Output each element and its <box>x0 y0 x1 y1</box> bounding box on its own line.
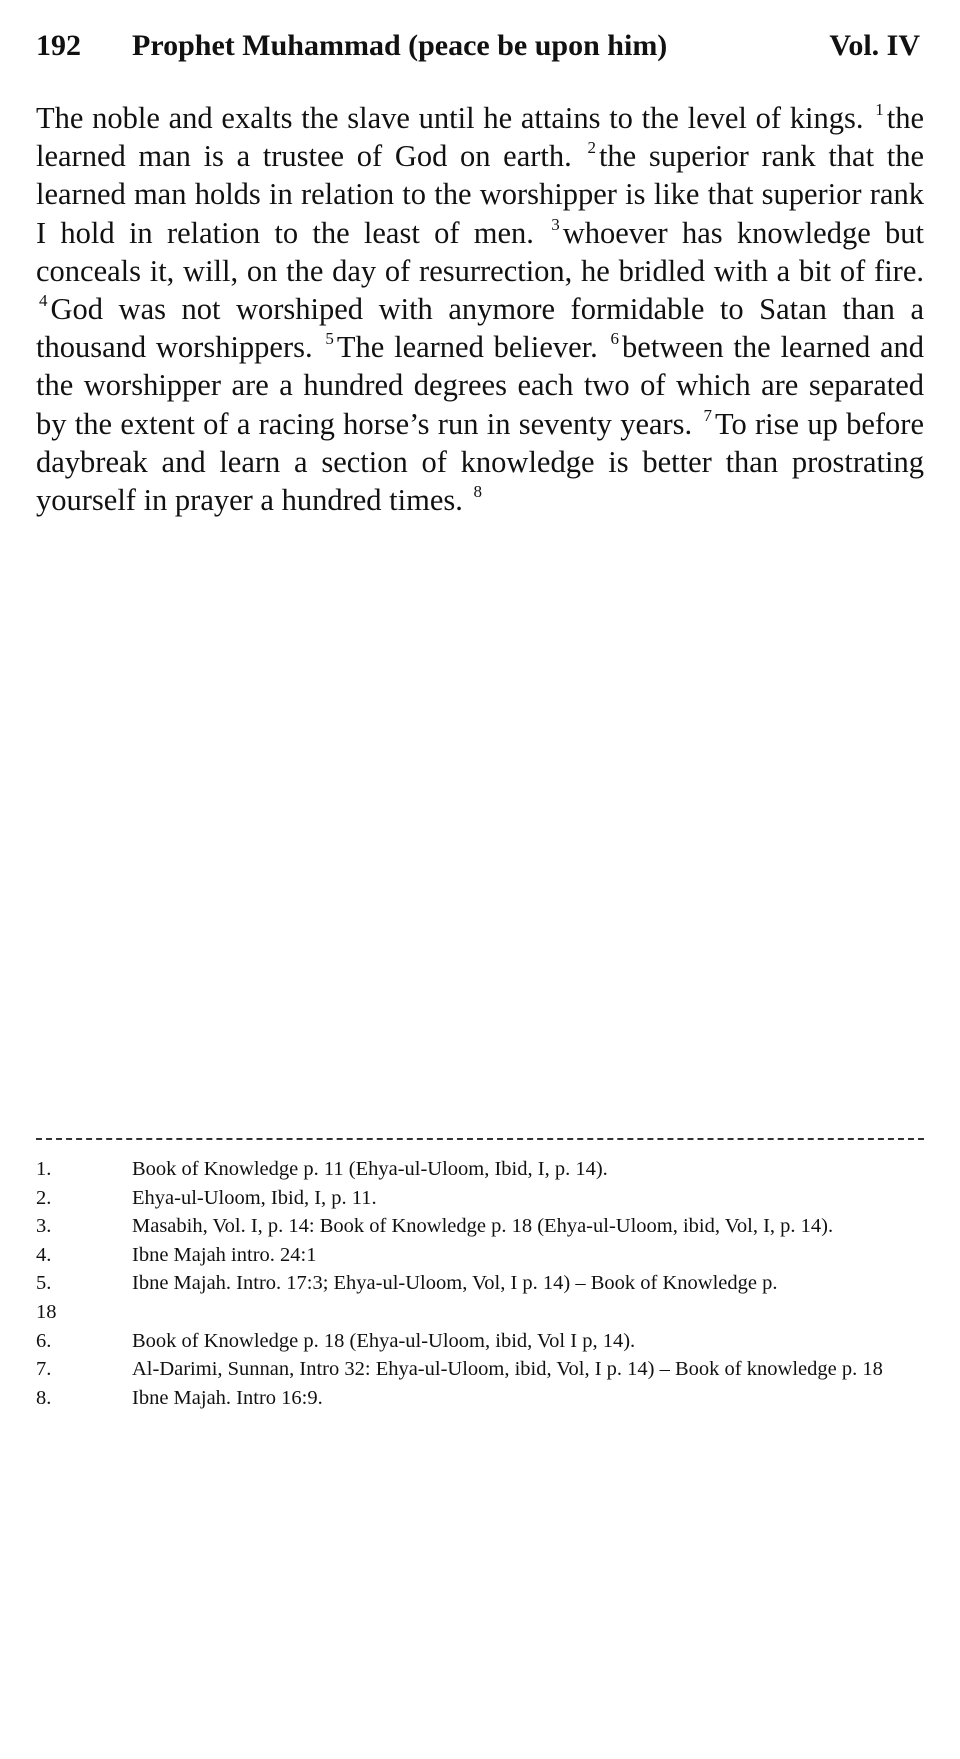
footnote-marker: 1 <box>875 100 884 120</box>
footnote-continuation: 18 <box>36 1300 57 1323</box>
body-sentence: the learned man is a trustee of God on earth. <box>36 101 924 174</box>
footnote-text: Book of Knowledge p. 11 (Ehya-ul-Uloom, Ibid, I, p. 14). <box>132 1158 608 1180</box>
footnote-marker: 4 <box>39 291 48 311</box>
footnote-text: Masabih, Vol. I, p. 14: Book of Knowledge p. 18 (Ehya-ul-Uloom, ibid, Vol, I, p. 14). <box>132 1215 834 1238</box>
footnote-item <box>36 1269 924 1298</box>
running-header <box>36 26 924 66</box>
footnote-marker: 6 <box>610 329 620 349</box>
footnote-separator <box>36 1138 924 1140</box>
footnote-item <box>36 1355 924 1384</box>
body-sentence: God was not worshiped with anymore formidable to Satan than a thousand worshippers. <box>36 292 924 365</box>
footnote-item <box>36 1327 924 1356</box>
footnote-number: 4. <box>36 1243 52 1266</box>
footnotes-list <box>36 1155 924 1412</box>
book-title: Prophet Muhammad (peace be upon him) <box>132 29 668 62</box>
footnote-marker: 8 <box>473 482 482 502</box>
body-sentence: the superior rank that the learned man holds in relation to the worshipper is like that superior rank I hold in relation to the least of men. <box>36 139 924 250</box>
footnote-marker: 3 <box>551 214 560 234</box>
footnote-text: Ibne Majah. Intro 16:9. <box>132 1386 323 1409</box>
footnote-text: Ibne Majah intro. 24:1 <box>132 1243 317 1266</box>
footnote-text: Ehya-ul-Uloom, Ibid, I, p. 11. <box>132 1186 377 1209</box>
footnote-item <box>36 1212 924 1241</box>
footnote-item <box>36 1155 924 1184</box>
footnote-text: Al-Darimi, Sunnan, Intro 32: Ehya-ul-Uloom, ibid, Vol, I p. 14) – Book of knowledge p. 18 <box>132 1358 883 1381</box>
body-sentence: The learned believer. <box>336 330 598 365</box>
main-paragraph <box>36 99 924 519</box>
footnote-text: Book of Knowledge p. 18 (Ehya-ul-Uloom, ibid, Vol I p, 14). <box>132 1329 636 1352</box>
footnote-number: 1. <box>36 1158 52 1180</box>
document-page <box>36 0 924 1759</box>
footnote-text: Ibne Majah. Intro. 17:3; Ehya-ul-Uloom, Vol, I p. 14) – Book of Knowledge p. <box>132 1272 778 1295</box>
footnote-number: 6. <box>36 1329 52 1352</box>
body-sentence: The noble and exalts the slave until he attains to the level of kings. <box>36 101 864 135</box>
footnote-item <box>36 1384 924 1413</box>
footnote-item <box>36 1241 924 1270</box>
body-sentence: between the learned and the worshipper are a hundred degrees each two of which are separated by the extent of a racing horse’s run in seventy years. <box>36 330 925 441</box>
footnote-marker: 2 <box>587 138 596 158</box>
footnote-item <box>36 1184 924 1213</box>
footnote-marker: 5 <box>325 329 334 349</box>
volume-label: Vol. IV <box>829 29 920 62</box>
body-sentence: whoever has knowledge but conceals it, will, on the day of resurrection, he bridled with a bit of fire. <box>36 215 925 288</box>
footnote-number: 7. <box>36 1358 52 1381</box>
footnote-number: 8. <box>36 1386 52 1409</box>
footnote-number: 2. <box>36 1186 52 1209</box>
footnote-marker: 7 <box>703 405 712 425</box>
footnote-number: 3. <box>36 1215 52 1238</box>
page-number: 192 <box>36 29 81 62</box>
footnote-number: 5. <box>36 1272 52 1295</box>
body-sentence: To rise up before daybreak and learn a section of knowledge is better than prostrating yourself in prayer a hundred times. <box>36 406 924 518</box>
